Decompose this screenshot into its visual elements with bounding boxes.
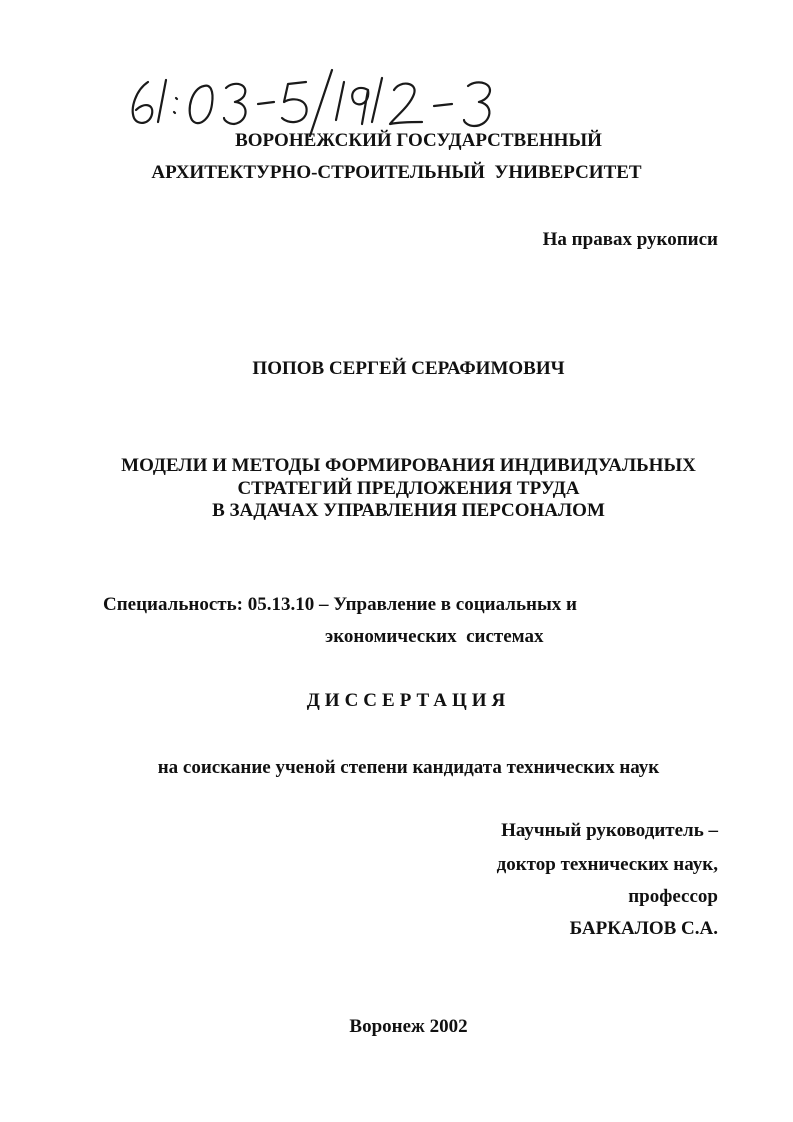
specialty-line-2: экономических системах [325, 626, 544, 647]
author-name: ПОПОВ СЕРГЕЙ СЕРАФИМОВИЧ [252, 358, 565, 379]
manuscript-note: На правах рукописи [542, 229, 718, 250]
supervisor-role: Научный руководитель – [501, 820, 718, 841]
university-name-line-1: ВОРОНЕЖСКИЙ ГОСУДАРСТВЕННЫЙ [235, 130, 602, 151]
document-type: ДИССЕРТАЦИЯ [306, 690, 511, 711]
supervisor-degree: доктор технических наук, [496, 854, 718, 875]
handwritten-number-drawing [118, 60, 558, 138]
supervisor-name: БАРКАЛОВ С.А. [569, 918, 718, 939]
university-name-line-2: АРХИТЕКТУРНО-СТРОИТЕЛЬНЫЙ УНИВЕРСИТЕТ [151, 162, 642, 183]
degree-line: на соискание ученой степени кандидата технических наук [157, 757, 660, 778]
handwritten-archive-number [118, 60, 558, 138]
thesis-title-line-1: МОДЕЛИ И МЕТОДЫ ФОРМИРОВАНИЯ ИНДИВИДУАЛЬНЫХ [121, 455, 696, 476]
city-year: Воронеж 2002 [349, 1016, 468, 1037]
supervisor-rank: профессор [628, 886, 718, 907]
thesis-title-line-2: СТРАТЕГИЙ ПРЕДЛОЖЕНИЯ ТРУДА [237, 478, 580, 499]
thesis-title-line-3: В ЗАДАЧАХ УПРАВЛЕНИЯ ПЕРСОНАЛОМ [212, 500, 605, 521]
specialty-line-1: Специальность: 05.13.10 – Управление в социальных и [103, 594, 577, 615]
